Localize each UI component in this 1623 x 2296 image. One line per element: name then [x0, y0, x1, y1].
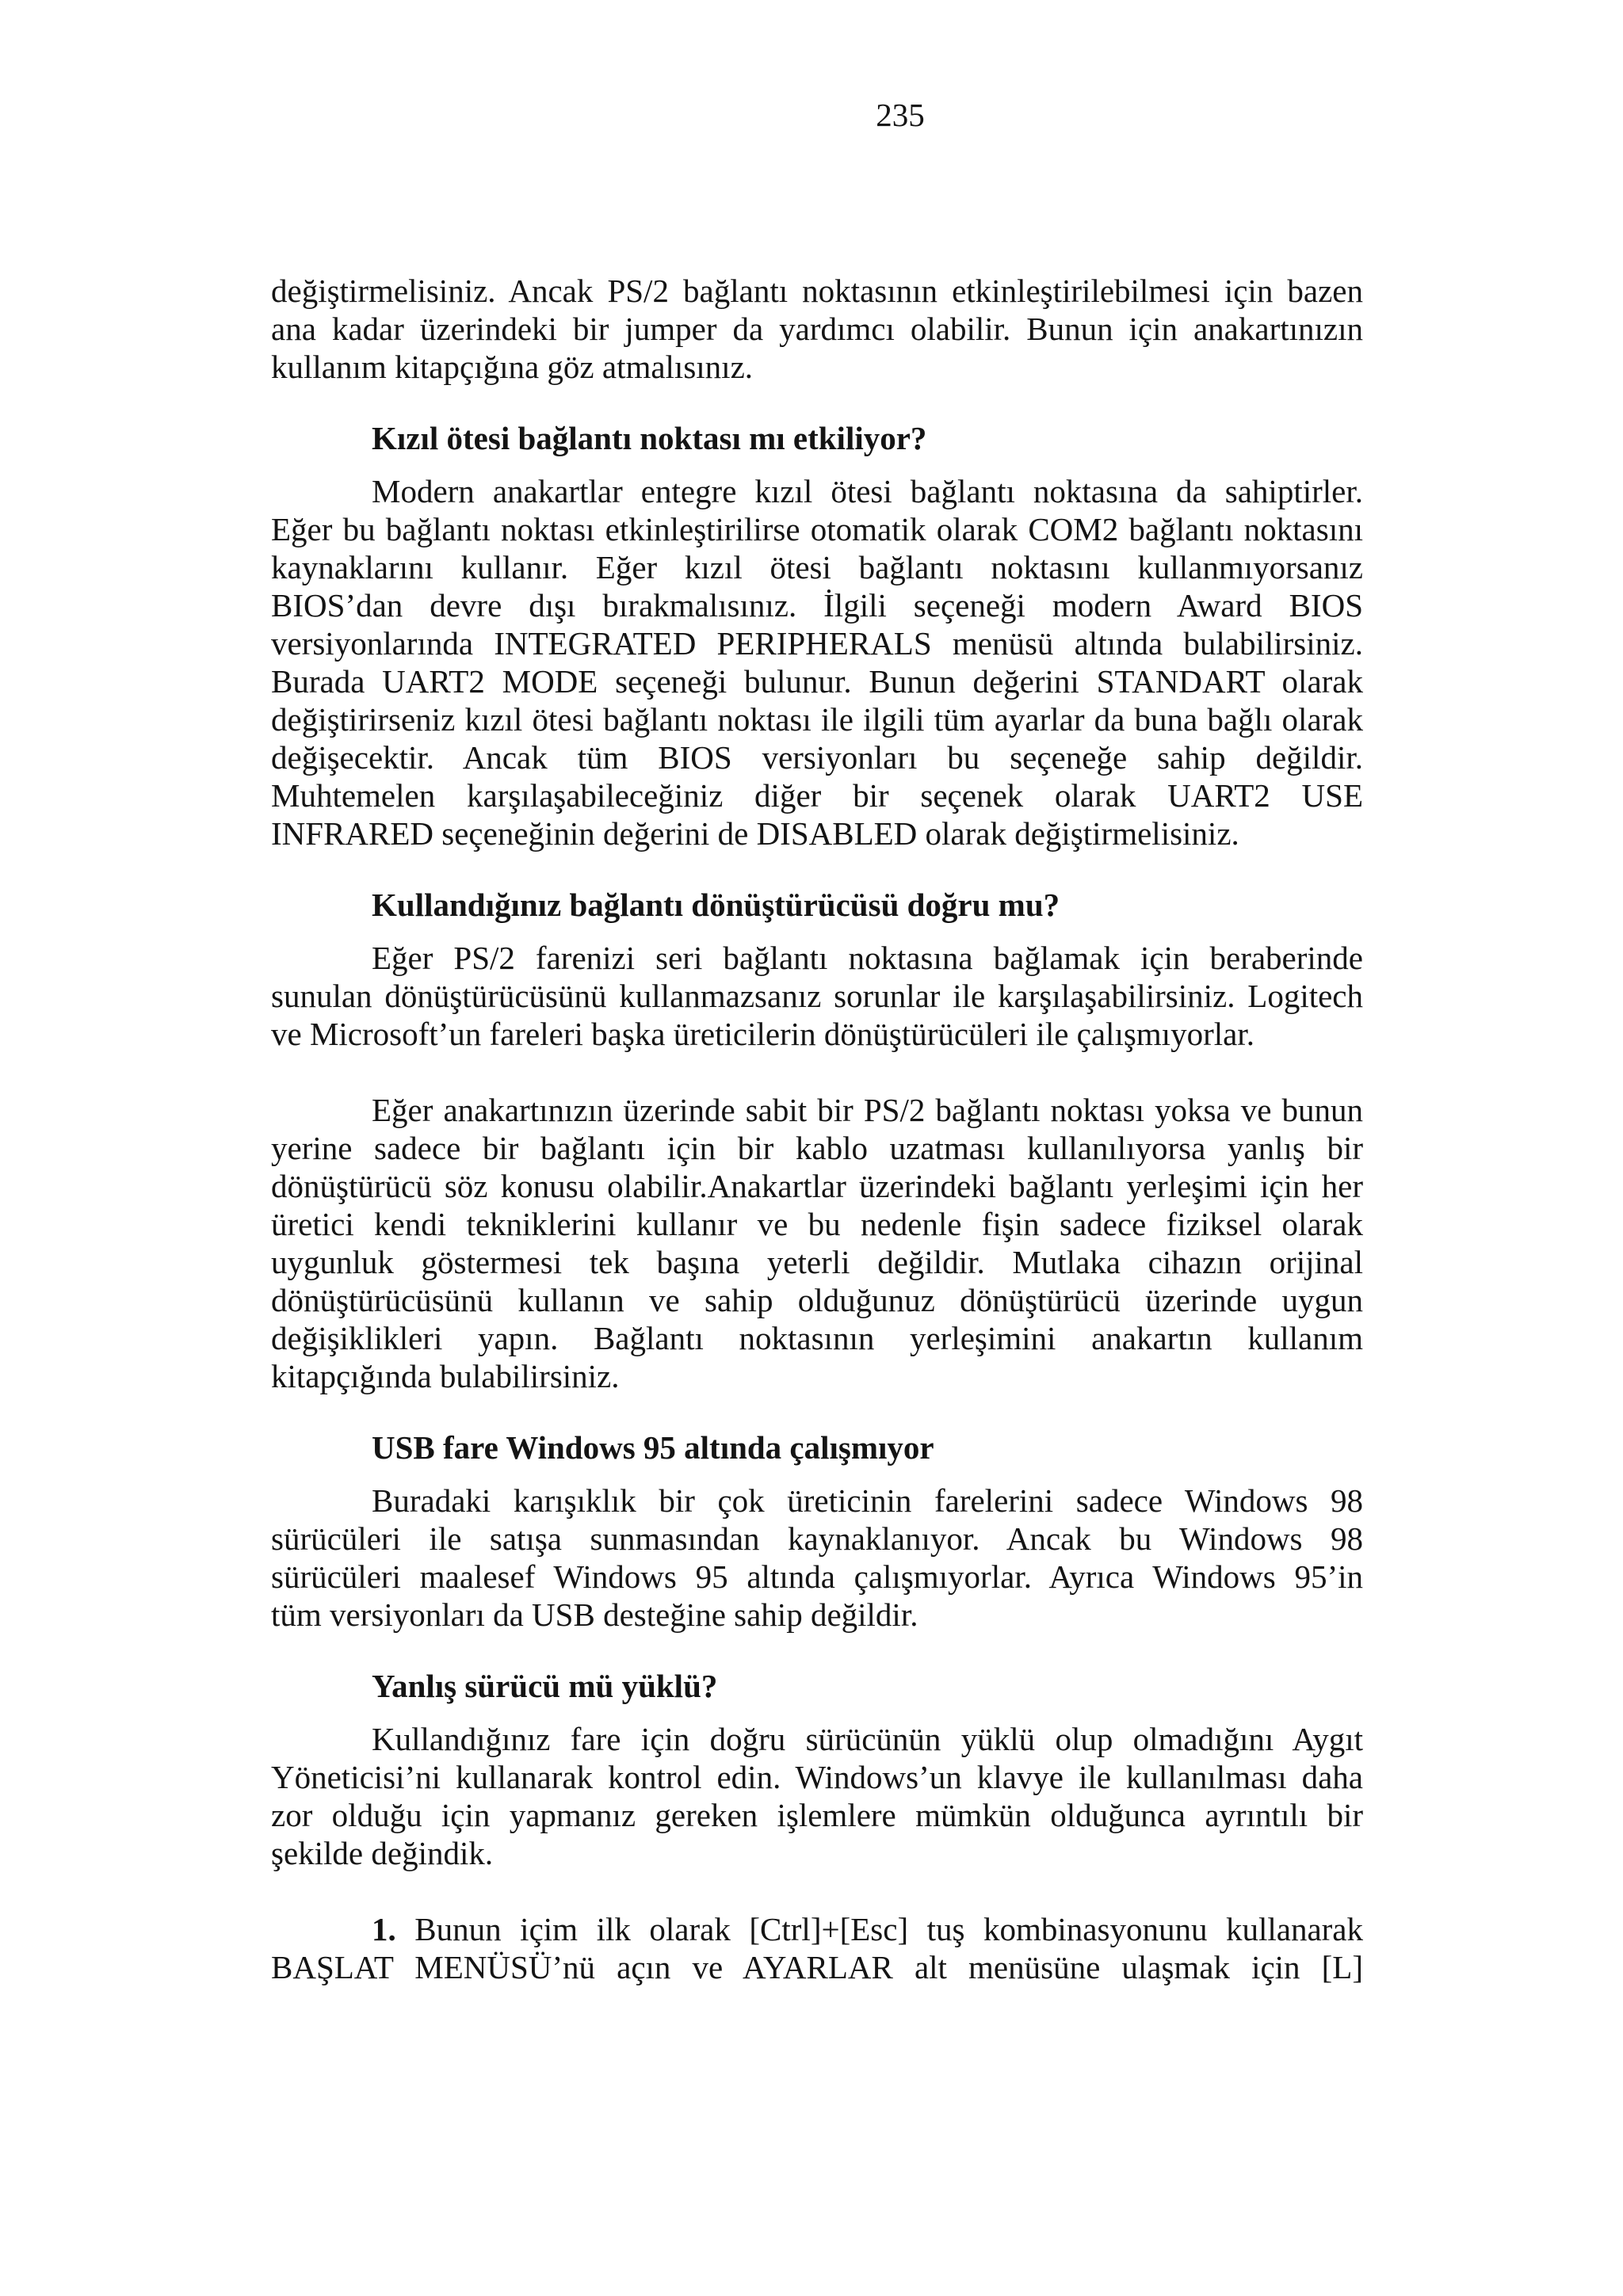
text-line: değiştirirseniz kızıl ötesi bağlantı noktası ile ilgili tüm ayarlar da buna bağlı olarak — [271, 701, 1363, 738]
text-line: değişecektir. Ancak tüm BIOS versiyonları bu seçeneğe sahip değildir. — [271, 739, 1363, 776]
section-heading: USB fare Windows 95 altında çalışmıyor — [372, 1429, 934, 1466]
paragraph — [271, 1720, 1363, 1872]
paragraph — [271, 1482, 1363, 1634]
intro-paragraph — [271, 272, 1363, 386]
page-number: 235 — [876, 97, 925, 133]
text-line: dönüştürücü söz konusu olabilir.Anakartlar üzerindeki bağlantı yerleşimi için her — [271, 1168, 1363, 1204]
numbered-step — [271, 1910, 1363, 1986]
text-line: dönüştürücüsünü kullanın ve sahip olduğunuz dönüştürücü üzerinde uygun — [271, 1282, 1363, 1318]
text-line: değişiklikleri yapın. Bağlantı noktasının yerleşimini anakartın kullanım — [271, 1320, 1363, 1356]
text-line: kitapçığında bulabilirsiniz. — [271, 1358, 620, 1394]
text-line: üretici kendi tekniklerini kullanır ve bu nedenle fişin sadece fiziksel olarak — [271, 1206, 1363, 1242]
text-line: INFRARED seçeneğinin değerini de DISABLED olarak değiştirmelisiniz. — [271, 815, 1239, 852]
text-line: yerine sadece bir bağlantı için bir kablo uzatması kullanılıyorsa yanlış bir — [271, 1130, 1363, 1166]
text-line: şekilde değindik. — [271, 1835, 494, 1871]
section-heading: Kullandığınız bağlantı dönüştürücüsü doğru mu? — [372, 887, 1060, 923]
text-line: versiyonlarında INTEGRATED PERIPHERALS menüsü altında bulabilirsiniz. — [271, 625, 1363, 662]
text-line: zor olduğu için yapmanız gereken işlemlere mümkün olduğunca ayrıntılı bir — [271, 1797, 1363, 1833]
text-line — [271, 1910, 1363, 1948]
text-line: Eğer anakartınızın üzerinde sabit bir PS/2 bağlantı noktası yoksa ve bunun — [372, 1092, 1363, 1128]
text-line: kaynaklarını kullanır. Eğer kızıl ötesi bağlantı noktasını kullanmıyorsanız — [271, 549, 1363, 585]
text-line: ve Microsoft’un fareleri başka üreticilerin dönüştürücüleri ile çalışmıyorlar. — [271, 1016, 1254, 1052]
paragraph — [271, 1091, 1363, 1395]
text-line: BIOS’dan devre dışı bırakmalısınız. İlgili seçeneği modern Award BIOS — [271, 587, 1363, 624]
text-line: Muhtemelen karşılaşabileceğiniz diğer bir seçenek olarak UART2 USE — [271, 777, 1363, 814]
text-line: Buradaki karışıklık bir çok üreticinin farelerini sadece Windows 98 — [372, 1482, 1363, 1519]
text-line: tüm versiyonları da USB desteğine sahip değildir. — [271, 1596, 918, 1633]
section-heading: Kızıl ötesi bağlantı noktası mı etkiliyor? — [372, 420, 927, 456]
page-body — [271, 272, 1363, 1986]
text-line: sürücüleri ile satışa sunmasından kaynaklanıyor. Ancak bu Windows 98 — [271, 1520, 1363, 1557]
text-line: Eğer bu bağlantı noktası etkinleştirilirse otomatik olarak COM2 bağlantı noktasını — [271, 511, 1363, 547]
text-line: kullanım kitapçığına göz atmalısınız. — [271, 349, 754, 385]
text-line: değiştirmelisiniz. Ancak PS/2 bağlantı noktasının etkinleştirilebilmesi için bazen — [271, 273, 1363, 309]
text-line: ana kadar üzerindeki bir jumper da yardımcı olabilir. Bunun için anakartınızın — [271, 311, 1363, 347]
section-heading: Yanlış sürücü mü yüklü? — [372, 1668, 718, 1704]
text-line: BAŞLAT MENÜSÜ’nü açın ve AYARLAR alt menüsüne ulaşmak için [L] — [271, 1949, 1363, 1985]
text-line: Kullandığınız fare için doğru sürücünün yüklü olup olmadığını Aygıt — [372, 1721, 1363, 1757]
paragraph — [271, 472, 1363, 852]
text-line: uygunluk göstermesi tek başına yeterli değildir. Mutlaka cihazın orijinal — [271, 1244, 1363, 1280]
step-number: 1. — [372, 1911, 396, 1947]
text-line: Yöneticisi’ni kullanarak kontrol edin. Windows’un klavye ile kullanılması daha — [271, 1759, 1363, 1795]
step-text: Bunun içim ilk olarak [Ctrl]+[Esc] tuş kombinasyonunu kullanarak — [414, 1911, 1363, 1947]
text-line: sunulan dönüştürücüsünü kullanmazsanız sorunlar ile karşılaşabilirsiniz. Logitech — [271, 978, 1363, 1014]
text-line: sürücüleri maalesef Windows 95 altında çalışmıyorlar. Ayrıca Windows 95’in — [271, 1558, 1363, 1595]
text-line: Modern anakartlar entegre kızıl ötesi bağlantı noktasına da sahiptirler. — [372, 473, 1363, 509]
text-line: Burada UART2 MODE seçeneği bulunur. Bunun değerini STANDART olarak — [271, 663, 1363, 700]
paragraph — [271, 939, 1363, 1053]
text-line: Eğer PS/2 farenizi seri bağlantı noktasına bağlamak için beraberinde — [372, 940, 1363, 976]
